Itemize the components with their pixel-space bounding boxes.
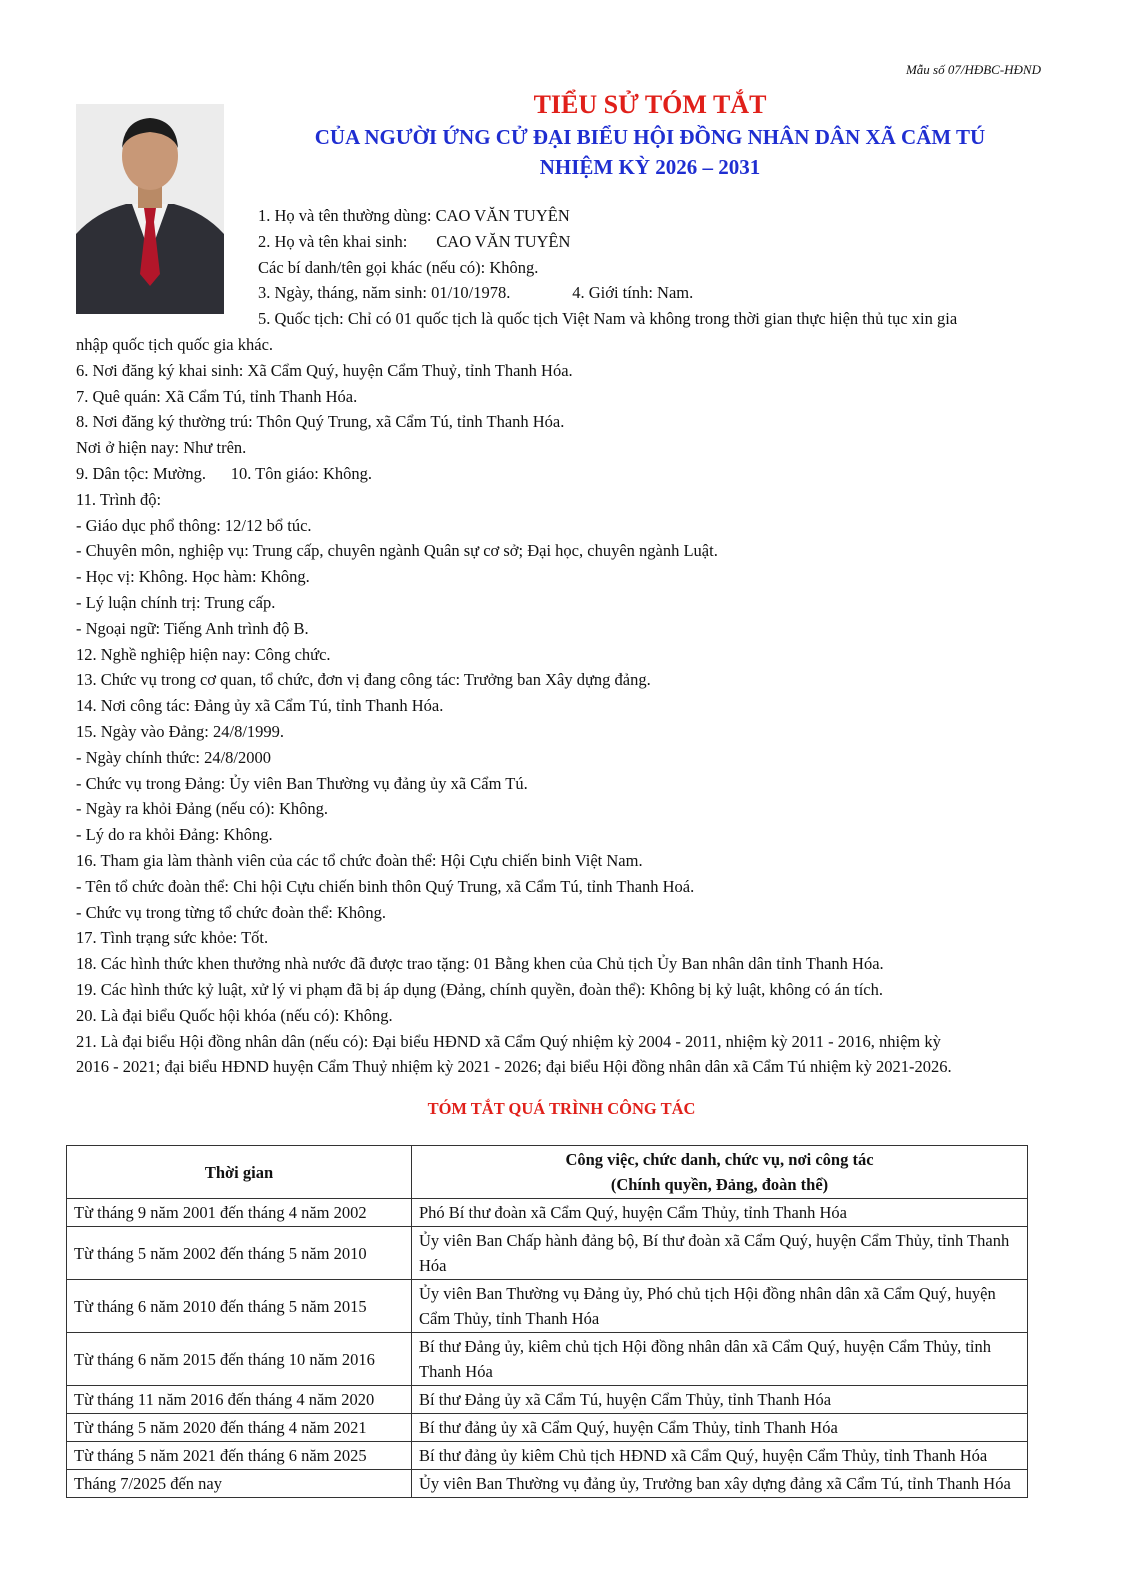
row-work: Bí thư đảng ủy kiêm Chủ tịch HĐND xã Cẩm Quý, huyện Cẩm Thủy, tỉnh Thanh Hóa (412, 1442, 1028, 1470)
common-name-line: 1. Họ và tên thường dùng: CAO VĂN TUYÊN (258, 206, 570, 225)
row-time: Từ tháng 5 năm 2002 đến tháng 5 năm 2010 (67, 1227, 412, 1280)
row-work: Bí thư Đảng ủy, kiêm chủ tịch Hội đồng nhân dân xã Cẩm Quý, huyện Cẩm Thủy, tỉnh Thanh Hóa (412, 1333, 1028, 1386)
party-join-line: 15. Ngày vào Đảng: 24/8/1999. (76, 721, 285, 741)
birth-name-line: 2. Họ và tên khai sinh: CAO VĂN TUYÊN (258, 231, 571, 251)
academic-degree-line: - Học vị: Không. Học hàm: Không. (76, 567, 310, 587)
organization-name-line: - Tên tổ chức đoàn thể: Chi hội Cựu chiến binh thôn Quý Trung, xã Cẩm Tú, tỉnh Thanh Hoá. (76, 876, 695, 896)
general-education-line: - Giáo dục phổ thông: 12/12 bổ túc. (76, 515, 312, 535)
row-time: Từ tháng 11 năm 2016 đến tháng 4 năm 2020 (67, 1386, 412, 1414)
document-title: TIỂU SỬ TÓM TẮT (533, 90, 767, 119)
party-official-line: - Ngày chính thức: 24/8/2000 (76, 747, 271, 767)
birth-registration-line: 6. Nơi đăng ký khai sinh: Xã Cẩm Quý, huyện Cẩm Thuỷ, tỉnh Thanh Hóa. (76, 360, 573, 380)
party-position-line: - Chức vụ trong Đảng: Ủy viên Ban Thường vụ đảng ủy xã Cẩm Tú. (76, 773, 528, 793)
current-residence-line: Nơi ở hiện nay: Như trên. (76, 438, 247, 458)
table-row (67, 1199, 1028, 1227)
row-time: Từ tháng 6 năm 2015 đến tháng 10 năm 2016 (67, 1333, 412, 1386)
header-work-note: (Chính quyền, Đảng, đoàn thể) (610, 1175, 829, 1194)
workplace-line: 14. Nơi công tác: Đảng ủy xã Cẩm Tú, tỉnh Thanh Hóa. (76, 696, 444, 716)
row-work: Bí thư đảng ủy xã Cẩm Quý, huyện Cẩm Thủy, tỉnh Thanh Hóa (412, 1414, 1028, 1442)
health-line: 17. Tình trạng sức khỏe: Tốt. (76, 928, 269, 948)
row-time: Từ tháng 6 năm 2010 đến tháng 5 năm 2015 (67, 1280, 412, 1333)
row-work: Ủy viên Ban Chấp hành đảng bộ, Bí thư đoàn xã Cẩm Quý, huyện Cẩm Thủy, tỉnh Thanh Hóa (412, 1227, 1028, 1280)
row-work: Ủy viên Ban Thường vụ đảng ủy, Trưởng ban xây dựng đảng xã Cẩm Tú, tỉnh Thanh Hóa (412, 1470, 1028, 1498)
nationality-line: 5. Quốc tịch: Chỉ có 01 quốc tịch là quốc tịch Việt Nam và không trong thời gian thực hiện thủ tục xin gia (258, 309, 958, 329)
row-time: Tháng 7/2025 đến nay (67, 1470, 412, 1498)
council-delegate-line: 21. Là đại biểu Hội đồng nhân dân (nếu có): Đại biểu HĐND xã Cẩm Quý nhiệm kỳ 2004 - 2011, nhiệm kỳ 2011 - 2016, nhiệm kỳ (76, 1031, 941, 1051)
table-row (67, 1414, 1028, 1442)
row-time: Từ tháng 5 năm 2020 đến tháng 4 năm 2021 (67, 1414, 412, 1442)
permanent-residence-line: 8. Nơi đăng ký thường trú: Thôn Quý Trung, xã Cẩm Tú, tỉnh Thanh Hóa. (76, 412, 565, 432)
organizations-line: 16. Tham gia làm thành viên của các tổ chức đoàn thể: Hội Cựu chiến binh Việt Nam. (76, 850, 643, 870)
council-delegate-line-cont: 2016 - 2021; đại biểu HĐND huyện Cẩm Thuỷ nhiệm kỳ 2021 - 2026; đại biểu Hội đồng nhân dân xã Cẩm Tú nhiệm kỳ 2021-2026. (76, 1057, 952, 1077)
table-row (67, 1280, 1028, 1333)
header-work (412, 1146, 1028, 1199)
professional-line: - Chuyên môn, nghiệp vụ: Trung cấp, chuyên ngành Quân sự cơ sở; Đại học, chuyên ngành Luật. (76, 541, 718, 561)
header-time: Thời gian (67, 1146, 412, 1199)
occupation-line: 12. Nghề nghiệp hiện nay: Công chức. (76, 644, 331, 664)
political-theory-line: - Lý luận chính trị: Trung cấp. (76, 592, 276, 612)
document-header (230, 88, 1070, 182)
national-assembly-line: 20. Là đại biểu Quốc hội khóa (nếu có): Không. (76, 1005, 393, 1025)
party-leave-reason-line: - Lý do ra khỏi Đảng: Không. (76, 825, 273, 845)
row-work: Bí thư Đảng ủy xã Cẩm Tú, huyện Cẩm Thủy, tỉnh Thanh Hóa (412, 1386, 1028, 1414)
education-heading: 11. Trình độ: (76, 489, 162, 509)
alias-line: Các bí danh/tên gọi khác (nếu có): Không. (258, 257, 539, 277)
organization-position-line: - Chức vụ trong từng tổ chức đoàn thể: Không. (76, 902, 387, 922)
biography-body (76, 203, 1046, 1080)
term-subtitle: NHIỆM KỲ 2026 – 2031 (539, 155, 761, 179)
hometown-line: 7. Quê quán: Xã Cẩm Tú, tỉnh Thanh Hóa. (76, 386, 358, 406)
foreign-language-line: - Ngoại ngữ: Tiếng Anh trình độ B. (76, 618, 309, 638)
table-row (67, 1227, 1028, 1280)
birthdate-gender-line: 3. Ngày, tháng, năm sinh: 01/10/1978. 4. Giới tính: Nam. (258, 283, 694, 303)
header-work-title: Công việc, chức danh, chức vụ, nơi công tác (565, 1150, 874, 1169)
table-row (67, 1386, 1028, 1414)
awards-line: 18. Các hình thức khen thưởng nhà nước đã được trao tặng: 01 Bằng khen của Chủ tịch Ủy Ban nhân dân tỉnh Thanh Hóa. (76, 954, 884, 974)
discipline-line: 19. Các hình thức kỷ luật, xử lý vi phạm đã bị áp dụng (Đảng, chính quyền, đoàn thể): Không bị kỷ luật, không có án tích. (76, 979, 883, 999)
ethnicity-religion-line: 9. Dân tộc: Mường. 10. Tôn giáo: Không. (76, 463, 373, 483)
document-subtitle: CỦA NGƯỜI ỨNG CỬ ĐẠI BIỂU HỘI ĐỒNG NHÂN DÂN XÃ CẨM TÚ (314, 125, 986, 149)
nationality-line-cont: nhập quốc tịch quốc gia khác. (76, 334, 274, 354)
table-row (67, 1333, 1028, 1386)
table-row (67, 1470, 1028, 1498)
form-code: Mẫu số 07/HĐBC-HĐND (905, 62, 1041, 77)
row-work: Ủy viên Ban Thường vụ Đảng ủy, Phó chủ tịch Hội đồng nhân dân xã Cẩm Quý, huyện Cẩm Thủy, tỉnh Thanh Hóa (412, 1280, 1028, 1333)
table-row (67, 1442, 1028, 1470)
row-work: Phó Bí thư đoàn xã Cẩm Quý, huyện Cẩm Thủy, tỉnh Thanh Hóa (412, 1199, 1028, 1227)
career-table-header (67, 1146, 1028, 1199)
career-table (66, 1145, 1028, 1498)
position-line: 13. Chức vụ trong cơ quan, tổ chức, đơn vị đang công tác: Trưởng ban Xây dựng đảng. (76, 670, 651, 690)
party-leave-date-line: - Ngày ra khỏi Đảng (nếu có): Không. (76, 799, 329, 819)
row-time: Từ tháng 5 năm 2021 đến tháng 6 năm 2025 (67, 1442, 412, 1470)
career-section-title: TÓM TẮT QUÁ TRÌNH CÔNG TÁC (427, 1099, 696, 1118)
row-time: Từ tháng 9 năm 2001 đến tháng 4 năm 2002 (67, 1199, 412, 1227)
